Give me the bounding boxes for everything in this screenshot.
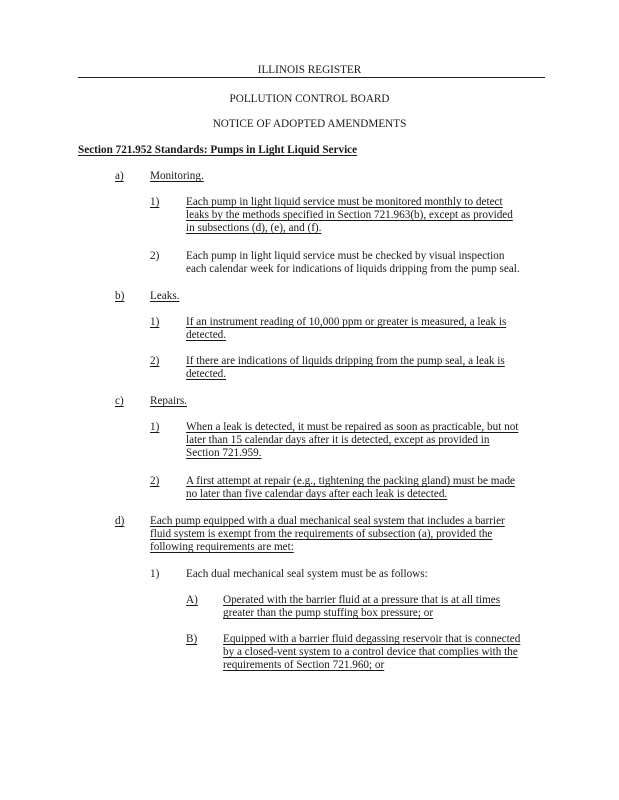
header-rule <box>78 77 545 78</box>
text-line: requirements of Section 721.960; or <box>223 659 385 672</box>
item-b1-label: 1) <box>150 316 160 328</box>
notice-title: NOTICE OF ADOPTED AMENDMENTS <box>212 118 407 130</box>
board-title: POLLUTION CONTROL BOARD <box>229 93 390 105</box>
item-d-label: d) <box>115 515 125 527</box>
text-line: Each pump in light liquid service must be checked by visual inspection <box>186 250 505 262</box>
item-a-label: a) <box>115 170 124 182</box>
text-line: Operated with the barrier fluid at a pressure that is at all times <box>223 594 501 606</box>
item-b-title: Leaks. <box>150 290 180 302</box>
register-title: ILLINOIS REGISTER <box>257 64 362 76</box>
item-b-label: b) <box>115 290 125 302</box>
text-line: If there are indications of liquids dripping from the pump seal, a leak is <box>186 355 505 367</box>
text-line: leaks by the methods specified in Section 721.963(b), except as provided <box>186 209 513 222</box>
item-a1-text <box>186 196 546 236</box>
item-a-title: Monitoring. <box>150 170 204 182</box>
item-c1-text <box>186 421 546 461</box>
item-c1-label: 1) <box>150 421 160 433</box>
text-line: detected. <box>186 329 227 342</box>
section-heading: Section 721.952 Standards: Pumps in Light Liquid Service <box>78 144 358 156</box>
item-c2-label: 2) <box>150 475 160 487</box>
text-line: When a leak is detected, it must be repaired as soon as practicable, but not <box>186 421 519 433</box>
item-d1A-text <box>223 594 553 620</box>
text-line: greater than the pump stuffing box pressure; or <box>223 607 434 620</box>
item-d1B-label: B) <box>186 633 198 645</box>
text-line: If an instrument reading of 10,000 ppm or greater is measured, a leak is <box>186 316 507 328</box>
item-b2-label: 2) <box>150 355 160 367</box>
text-line: Each pump in light liquid service must be monitored monthly to detect <box>186 196 503 208</box>
item-d1-text: Each dual mechanical seal system must be as follows: <box>186 568 428 580</box>
item-a2-label: 2) <box>150 250 160 262</box>
text-line: following requirements are met: <box>150 541 294 554</box>
item-c2-text <box>186 475 546 501</box>
text-line: A first attempt at repair (e.g., tightening the packing gland) must be made <box>186 475 516 487</box>
item-d1B-text <box>223 633 553 673</box>
text-line: by a closed-vent system to a control device that complies with the <box>223 646 518 659</box>
text-line: later than 15 calendar days after it is detected, except as provided in <box>186 434 490 447</box>
item-c-title: Repairs. <box>150 395 187 407</box>
text-line: in subsections (d), (e), and (f). <box>186 222 322 235</box>
text-line: Each pump equipped with a dual mechanical seal system that includes a barrier <box>150 515 505 527</box>
text-line: detected. <box>186 368 227 381</box>
item-d1A-label: A) <box>186 594 198 606</box>
item-a1-label: 1) <box>150 196 160 208</box>
text-line: no later than five calendar days after each leak is detected. <box>186 488 448 501</box>
item-d-text <box>150 515 550 555</box>
item-d1-label: 1) <box>150 568 160 580</box>
item-b1-text <box>186 316 546 342</box>
item-a2-text <box>186 250 546 276</box>
text-line: each calendar week for indications of liquids dripping from the pump seal. <box>186 263 520 276</box>
text-line: fluid system is exempt from the requirements of subsection (a), provided the <box>150 528 493 541</box>
text-line: Equipped with a barrier fluid degassing reservoir that is connected <box>223 633 521 645</box>
item-b2-text <box>186 355 546 381</box>
text-line: Section 721.959. <box>186 447 262 460</box>
item-c-label: c) <box>115 395 124 407</box>
